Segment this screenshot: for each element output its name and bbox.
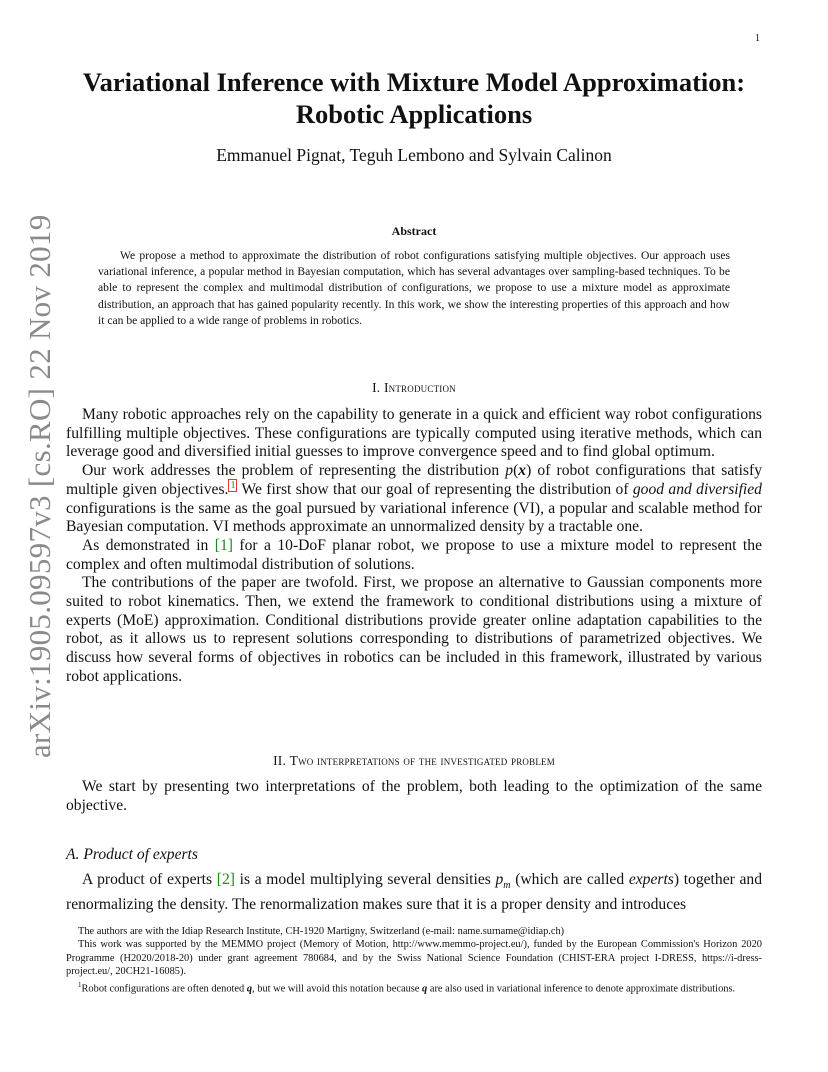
footnote-number: 1 <box>78 980 82 989</box>
math-p: p <box>495 871 504 888</box>
section-title: Introduction <box>383 380 456 395</box>
footnotes <box>66 925 762 996</box>
paper-title <box>40 66 788 130</box>
footnote-link[interactable]: 1 <box>230 479 236 491</box>
paragraph: We start by presenting two interpretations of the problem, both leading to the optimization of the same objective. <box>66 778 762 814</box>
emphasis-text: experts <box>628 871 674 888</box>
footnote-affiliation: The authors are with the Idiap Research Institute, CH-1920 Martigny, Switzerland (e-mail: name.surname@idiap.ch) <box>78 926 565 937</box>
subsection-title: Product of experts <box>83 846 198 863</box>
citation-link[interactable]: [1] <box>214 536 233 554</box>
author-list: Emmanuel Pignat, Teguh Lembono and Sylvain Calinon <box>216 145 612 165</box>
section-heading-introduction <box>40 380 788 396</box>
paragraph: The contributions of the paper are twofold. First, we propose an alternative to Gaussian components more suited to robot kinematics. Then, we extend the framework to conditional distributions using a mixture of experts (MoE) approximation. Conditional distributions provide greater online adaptation capabilities to the robot, as it allows us to represent solutions corresponding to distributions of parametrized objectives. We discuss how several forms of objectives in robotics can be included in this framework, illustrated by various robot applications. <box>66 574 762 685</box>
paragraph: A product of experts [2] is a model multiplying several densities $p_m$ (which are called experts) together and renormalizing the density. The renormalization makes sure that it is a proper density and introduces <box>66 871 762 913</box>
introduction-body <box>66 406 762 687</box>
citation-link[interactable]: [2] <box>216 871 235 888</box>
math-x: x <box>518 462 527 480</box>
title-line-2: Robotic Applications <box>295 99 533 129</box>
section-title: Two interpretations of the investigated problem <box>289 753 555 768</box>
math-subscript-m: m <box>503 880 511 892</box>
paragraph: Many robotic approaches rely on the capability to generate in a quick and efficient way robot configurations fulfilling multiple objectives. These configurations are typically computed using iterative methods, which can leverage good and diversified initial guesses to improve convergence speed and to find global optimum. <box>66 406 762 461</box>
abstract-heading: Abstract <box>391 224 437 238</box>
emphasis-text: good and diversified <box>632 480 762 498</box>
paragraph: Our work addresses the problem of representing the distribution p(x) of robot configurations that satisfy multiple given objectives. $^1$ We first show that our goal of representing the distribution of good and diversified configurations is the same as the goal pursued by variational inference (VI), a popular and scalable method for Bayesian computation. VI methods approximate an unnormalized density by a tractable one. <box>66 462 762 536</box>
section-number: I. <box>372 380 381 395</box>
arxiv-identifier-stamp: arXiv:1905.09597v3 [cs.RO] 22 Nov 2019 <box>22 214 57 758</box>
product-of-experts-body <box>66 871 762 915</box>
math-q: q <box>246 983 253 995</box>
subsection-label: A. <box>66 846 80 863</box>
footnote-1: $^1$Robot configurations are often denoted q, but we will avoid this notation because q are also used in variational inference to denote approximate distributions. <box>78 980 736 995</box>
section-heading-two-interpretations <box>40 753 788 769</box>
section-number: II. <box>273 753 287 768</box>
page-number: 1 <box>755 33 760 44</box>
math-q: q <box>422 983 428 995</box>
footnote-funding: This work was supported by the MEMMO project (Memory of Motion, http://www.memmo-project.eu/), funded by the European Commission's Horizon 2020 Programme (H2020/2018-20) under grant agreement 780684, and by the Swiss National Science Foundation (CHIST-ERA project I-DRESS, https://i-dress-project.eu/, 20CH21-16085). <box>66 939 762 978</box>
subsection-heading-product-of-experts <box>66 846 198 864</box>
paragraph: As demonstrated in [1] for a 10-DoF planar robot, we propose to use a mixture model to represent the complex and often multimodal distribution of solutions. <box>66 536 762 573</box>
title-line-1: Variational Inference with Mixture Model Approximation: <box>82 67 746 97</box>
math-p: p <box>505 462 514 480</box>
section-two-body <box>66 778 762 815</box>
abstract-text: We propose a method to approximate the distribution of robot configurations satisfying multiple objectives. Our approach uses variational inference, a popular method in Bayesian computation, which has several advantages over sampling-based techniques. To be able to represent the complex and multimodal distribution of configurations, we propose to use a mixture model as approximate distribution, an approach that has gained popularity recently. In this work, we show the interesting properties of this approach and how it can be applied to a wide range of problems in robotics. <box>98 249 730 327</box>
